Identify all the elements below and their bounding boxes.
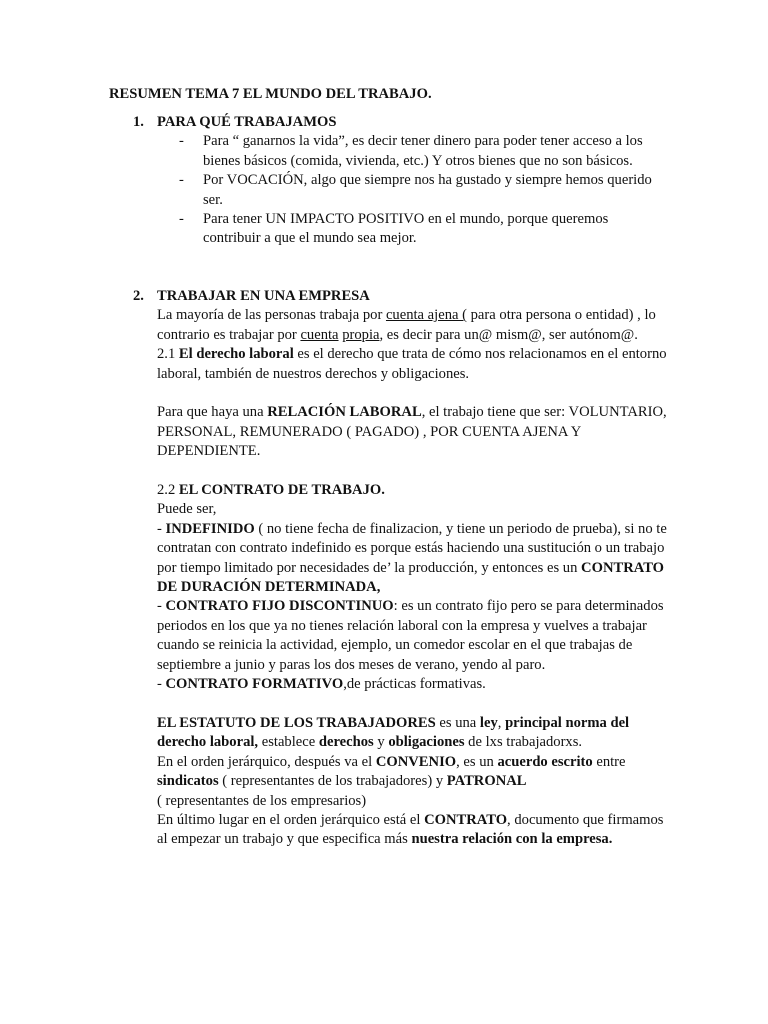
list-item — [133, 171, 663, 210]
bullet-text: Para tener UN IMPACTO POSITIVO en el mundo, porque queremos contribuir a que el mundo sea mejor. — [203, 211, 609, 247]
text-run: entre — [592, 753, 626, 770]
estatuto-paragraph — [157, 714, 673, 753]
convenio-paragraph — [157, 753, 673, 792]
text-run: es una — [435, 714, 480, 731]
bold-term: obligaciones — [388, 734, 465, 751]
bold-term: CONTRATO FORMATIVO — [165, 676, 344, 693]
empresarios-line: ( representantes de los empresarios) — [157, 792, 367, 809]
bold-term: PATRONAL — [446, 773, 527, 790]
subsection-number: 2.2 — [157, 482, 179, 499]
text-run: de lxs trabajadorxs. — [464, 734, 583, 751]
document-title: RESUMEN TEMA 7 EL MUNDO DEL TRABAJO. — [109, 86, 432, 102]
relacion-laboral-paragraph — [157, 403, 673, 461]
text-run: establece — [258, 734, 319, 751]
item-dash: - — [157, 598, 166, 615]
bold-term: EL CONTRATO DE TRABAJO. — [178, 482, 385, 499]
text-run: , — [497, 714, 506, 731]
bold-term: acuerdo escrito — [497, 753, 593, 770]
fijo-discontinuo-item — [157, 597, 673, 675]
bold-term: CONVENIO — [375, 753, 457, 770]
text-run: ,de prácticas formativas. — [343, 676, 486, 693]
bullet-dash: - — [179, 172, 184, 189]
intro-paragraph — [157, 306, 673, 345]
section-2 — [133, 287, 673, 850]
section-2-body — [157, 306, 673, 849]
underlined-term: propia — [342, 326, 380, 343]
bold-term: RELACIÓN LABORAL — [267, 404, 422, 421]
bold-term: sindicatos — [157, 773, 219, 790]
text-run: , documento que firmamos al empezar un trabajo y que especifica más — [157, 811, 664, 848]
text-run: para otra persona o entidad) , lo contrario es trabajar por — [157, 307, 656, 343]
bullet-dash: - — [179, 211, 184, 228]
section-1-title: PARA QUÉ TRABAJAMOS — [157, 114, 337, 130]
section-1-bullet-list — [133, 132, 663, 248]
paragraph-gap — [157, 695, 673, 714]
text-run: ( representantes de los trabajadores) y — [218, 773, 447, 790]
section-2-title: TRABAJAR EN UNA EMPRESA — [157, 288, 370, 304]
section-2-number: 2. — [133, 288, 144, 304]
text-run: , es un — [456, 753, 498, 770]
puede-ser-line: Puede ser, — [157, 501, 217, 518]
item-dash: - — [157, 520, 166, 537]
subsection-number: 2.1 — [157, 346, 179, 363]
bold-term: CONTRATO FIJO DISCONTINUO — [165, 598, 394, 615]
paragraph-gap — [157, 462, 673, 481]
underlined-term: cuenta — [300, 326, 339, 343]
section-1-heading — [133, 113, 663, 132]
bold-term: ley — [479, 714, 498, 731]
contrato-final-paragraph — [157, 811, 673, 850]
text-run: La mayoría de las personas trabaja por — [157, 307, 386, 324]
bullet-text: Para “ ganarnos la vida”, es decir tener dinero para poder tener acceso a los bienes básicos (comida, vivienda, etc.) Y otros bienes que no son básicos. — [203, 133, 643, 169]
bold-term: El derecho laboral — [178, 346, 294, 363]
indefinido-item — [157, 520, 673, 598]
paragraph-2-1 — [157, 345, 673, 384]
bold-term: derechos — [318, 734, 374, 751]
bold-term: EL ESTATUTO DE LOS TRABAJADORES — [157, 714, 436, 731]
section-2-heading — [133, 287, 673, 306]
text-run: ( no tiene fecha de finalizacion, y tiene un periodo de prueba), si no te contratan con contrato indefinido es porque estás haciendo una sustitución o un trabajo por tiempo limitado por necesidades de’ la producción, y entonces es un — [157, 520, 667, 576]
text-run: , es decir para un@ mism@, ser autónom@. — [379, 326, 638, 343]
paragraph-gap — [157, 384, 673, 403]
text-run: Para que haya una — [157, 404, 268, 421]
text-run: En último lugar en el orden jerárquico está el — [157, 811, 425, 828]
bullet-dash: - — [179, 133, 184, 150]
list-item — [133, 210, 663, 249]
bold-term: INDEFINIDO — [165, 520, 255, 537]
underlined-term: cuenta ajena ( — [385, 307, 467, 324]
text-run: y — [373, 734, 389, 751]
text-run: : es un contrato fijo pero se para determinados periodos en los que ya no tienes relación laboral con la empresa y vuelves a trabajar cuando se reinicia la actividad, ejemplo, un comedor escolar en el que trabajas de septiembre a junio y paras los dos meses de verano, yendo al paro. — [157, 598, 664, 673]
subsection-2-2-heading — [157, 481, 673, 500]
text-run: En el orden jerárquico, después va el — [157, 753, 376, 770]
bold-term: nuestra relación con la empresa. — [411, 831, 613, 848]
section-1 — [133, 113, 663, 249]
item-dash: - — [157, 676, 166, 693]
list-item — [133, 132, 663, 171]
formativo-item — [157, 675, 673, 694]
bold-term: CONTRATO — [424, 811, 508, 828]
bold-term: principal norma del derecho laboral, — [157, 714, 630, 751]
bullet-text: Por VOCACIÓN, algo que siempre nos ha gustado y siempre hemos querido ser. — [203, 172, 652, 208]
text-run: , el trabajo tiene que ser: VOLUNTARIO, PERSONAL, REMUNERADO ( PAGADO) , POR CUENTA AJENA Y DEPENDIENTE. — [157, 404, 667, 460]
section-1-number: 1. — [133, 114, 144, 130]
bold-term: CONTRATO DE DURACIÓN DETERMINADA, — [157, 559, 665, 596]
text-run: es el derecho que trata de cómo nos relacionamos en el entorno laboral, también de nuestros derechos y obligaciones. — [157, 346, 667, 382]
